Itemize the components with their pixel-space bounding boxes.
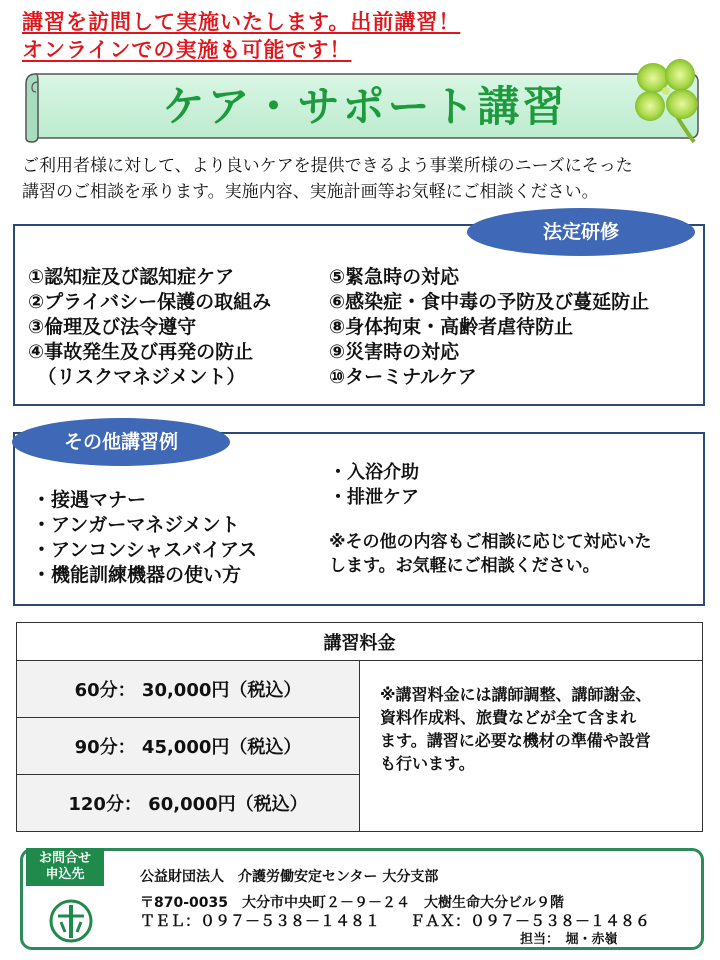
- headline-line-1: 講習を訪問して実施いたします。出前講習！: [22, 10, 461, 34]
- mandatory-training-label: 法定研修: [467, 208, 695, 256]
- other-list-right: [329, 460, 419, 510]
- list-item: ・アンコンシャスバイアス: [32, 539, 258, 561]
- contact-address: 〒870-0035 大分市中央町２－９－２４ 大樹生命大分ビル９階: [140, 895, 564, 911]
- mandatory-list-left: [28, 265, 271, 390]
- fee-note: ※講習料金には講師調整、講師謝金、 資料作成料、旅費などが全て含まれ ます。講習に必要な機材の準備や設営 も行います。: [360, 661, 703, 832]
- list-item: ④事故発生及び再発の防止: [28, 341, 254, 363]
- contact-organization: 公益財団法人 介護労働安定センター 大分支部: [140, 869, 439, 885]
- list-item: ・機能訓練機器の使い方: [32, 564, 242, 586]
- fee-table-header: 講習料金: [17, 623, 703, 661]
- page-title: ケア・サポート講習: [162, 82, 568, 131]
- list-item: （リスクマネジメント）: [28, 366, 246, 388]
- fee-row: 120分： 60,000円（税込）: [17, 774, 360, 831]
- other-training-label: その他講習例: [12, 418, 230, 466]
- list-item: ⑧身体拘束・高齢者虐待防止: [329, 316, 574, 338]
- contact-staff: 担当： 堀・赤嶺: [520, 932, 618, 947]
- list-item: ③倫理及び法令遵守: [28, 316, 197, 338]
- mandatory-list-right: [329, 265, 649, 390]
- contact-phone-fax: ＴＥＬ：０９７－５３８－１４８１ ＦＡＸ：０９７－５３８－１４８６: [140, 912, 651, 930]
- other-list-left: [32, 488, 257, 588]
- contact-tag: お問合せ 申込先: [26, 848, 104, 886]
- list-item: ・入浴介助: [329, 462, 419, 483]
- fee-row: 60分： 30,000円（税込）: [17, 661, 360, 718]
- clover-icon: [620, 48, 710, 148]
- intro-text: [22, 153, 712, 205]
- intro-line-2: 講習のご相談を承ります。実施内容、実施計画等お気軽にご相談ください。: [22, 182, 599, 202]
- intro-line-1: ご利用者様に対して、より良いケアを提供できるよう事業所様のニーズにそった: [22, 156, 633, 176]
- list-item: ・アンガーマネジメント: [32, 514, 240, 536]
- list-item: ⑥感染症・食中毒の予防及び蔓延防止: [329, 291, 650, 313]
- list-item: ①認知症及び認知症ケア: [28, 266, 235, 288]
- list-item: ・接遇マナー: [32, 489, 147, 511]
- list-item: ・排泄ケア: [329, 487, 419, 508]
- list-item: ⑤緊急時の対応: [329, 266, 460, 288]
- list-item: ②プライバシー保護の取組み: [28, 291, 272, 313]
- other-note: ※その他の内容もご相談に応じて対応いた します。お気軽にご相談ください。: [329, 532, 652, 576]
- headline-line-2: オンラインでの実施も可能です！: [22, 38, 352, 62]
- fee-row: 90分： 45,000円（税込）: [17, 717, 360, 774]
- fee-table: [16, 622, 703, 832]
- list-item: ⑩ターミナルケア: [329, 366, 477, 388]
- list-item: ⑨災害時の対応: [329, 341, 460, 363]
- center-logo-icon: [48, 898, 94, 944]
